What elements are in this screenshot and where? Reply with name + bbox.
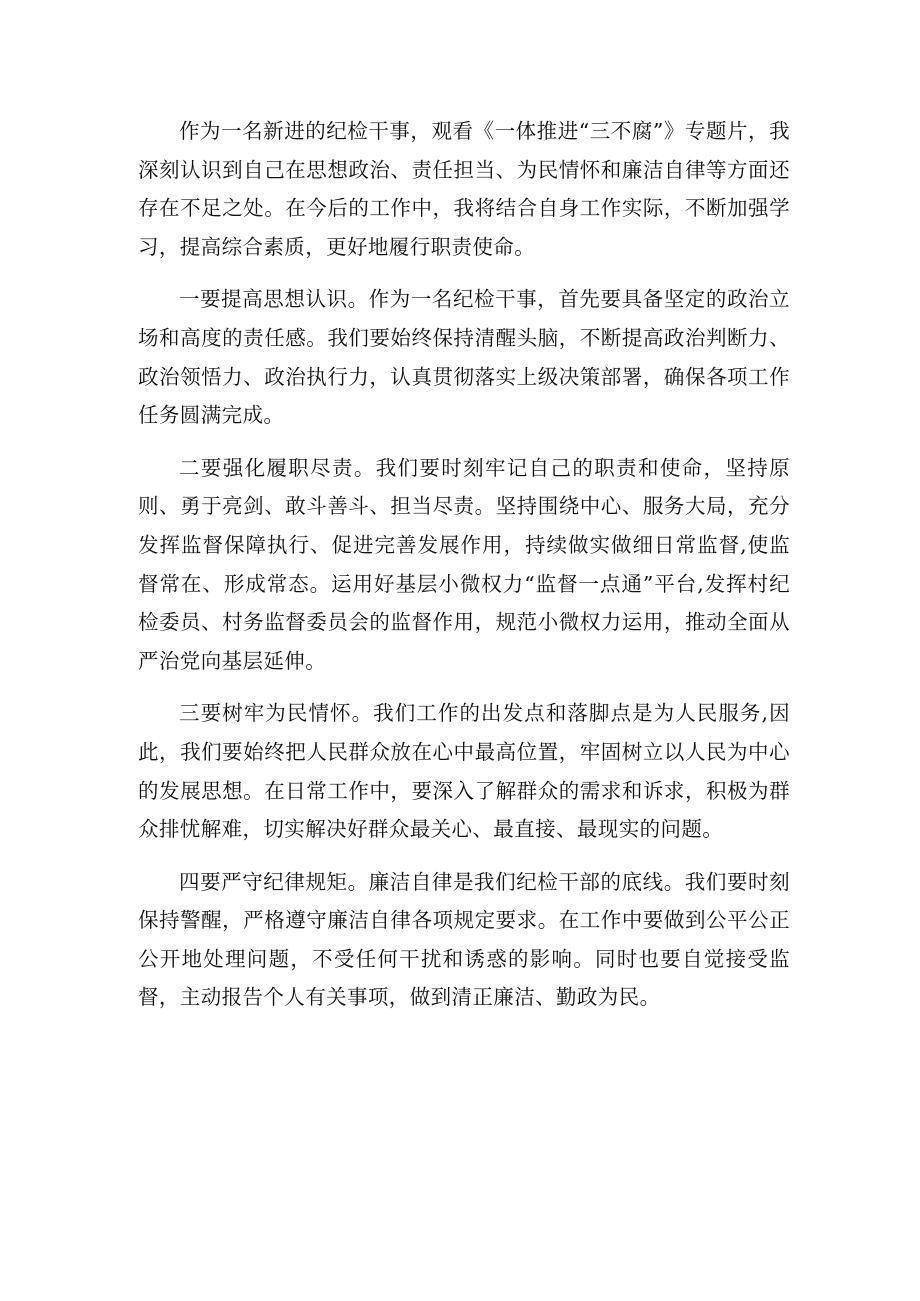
paragraph-point-1: 一要提高思想认识。作为一名纪检干事，首先要具备坚定的政治立场和高度的责任感。我们要始终保持清醒头脑，不断提高政治判断力、政治领悟力、政治执行力，认真贯彻落实上级决策部署，确保各项工作任务圆满完成。 bbox=[138, 287, 790, 428]
paragraph-point-4: 四要严守纪律规矩。廉洁自律是我们纪检干部的底线。我们要时刻保持警醒，严格遵守廉洁自律各项规定要求。在工作中要做到公平公正公开地处理问题，不受任何干扰和诱惑的影响。同时也要自觉接受监督，主动报告个人有关事项，做到清正廉洁、勤政为民。 bbox=[138, 869, 790, 1010]
paragraph-intro: 作为一名新进的纪检干事，观看《一体推进“三不腐”》专题片，我深刻认识到自己在思想政治、责任担当、为民情怀和廉洁自律等方面还存在不足之处。在今后的工作中，我将结合自身工作实际，不断加强学习，提高综合素质，更好地履行职责使命。 bbox=[138, 119, 790, 259]
paragraph-point-3: 三要树牢为民情怀。我们工作的出发点和落脚点是为人民服务,因此，我们要始终把人民群众放在心中最高位置，牢固树立以人民为中心的发展思想。在日常工作中，要深入了解群众的需求和诉求，积极为群众排忧解难，切实解决好群众最关心、最直接、最现实的问题。 bbox=[138, 701, 790, 842]
document-body bbox=[138, 112, 790, 1031]
paragraph-point-2: 二要强化履职尽责。我们要时刻牢记自己的职责和使命，坚持原则、勇于亮剑、敢斗善斗、担当尽责。坚持围绕中心、服务大局，充分发挥监督保障执行、促进完善发展作用，持续做实做细日常监督,使监督常在、形成常态。运用好基层小微权力“监督一点通”平台,发挥村纪检委员、村务监督委员会的监督作用，规范小微权力运用，推动全面从严治党向基层延伸。 bbox=[138, 455, 790, 673]
